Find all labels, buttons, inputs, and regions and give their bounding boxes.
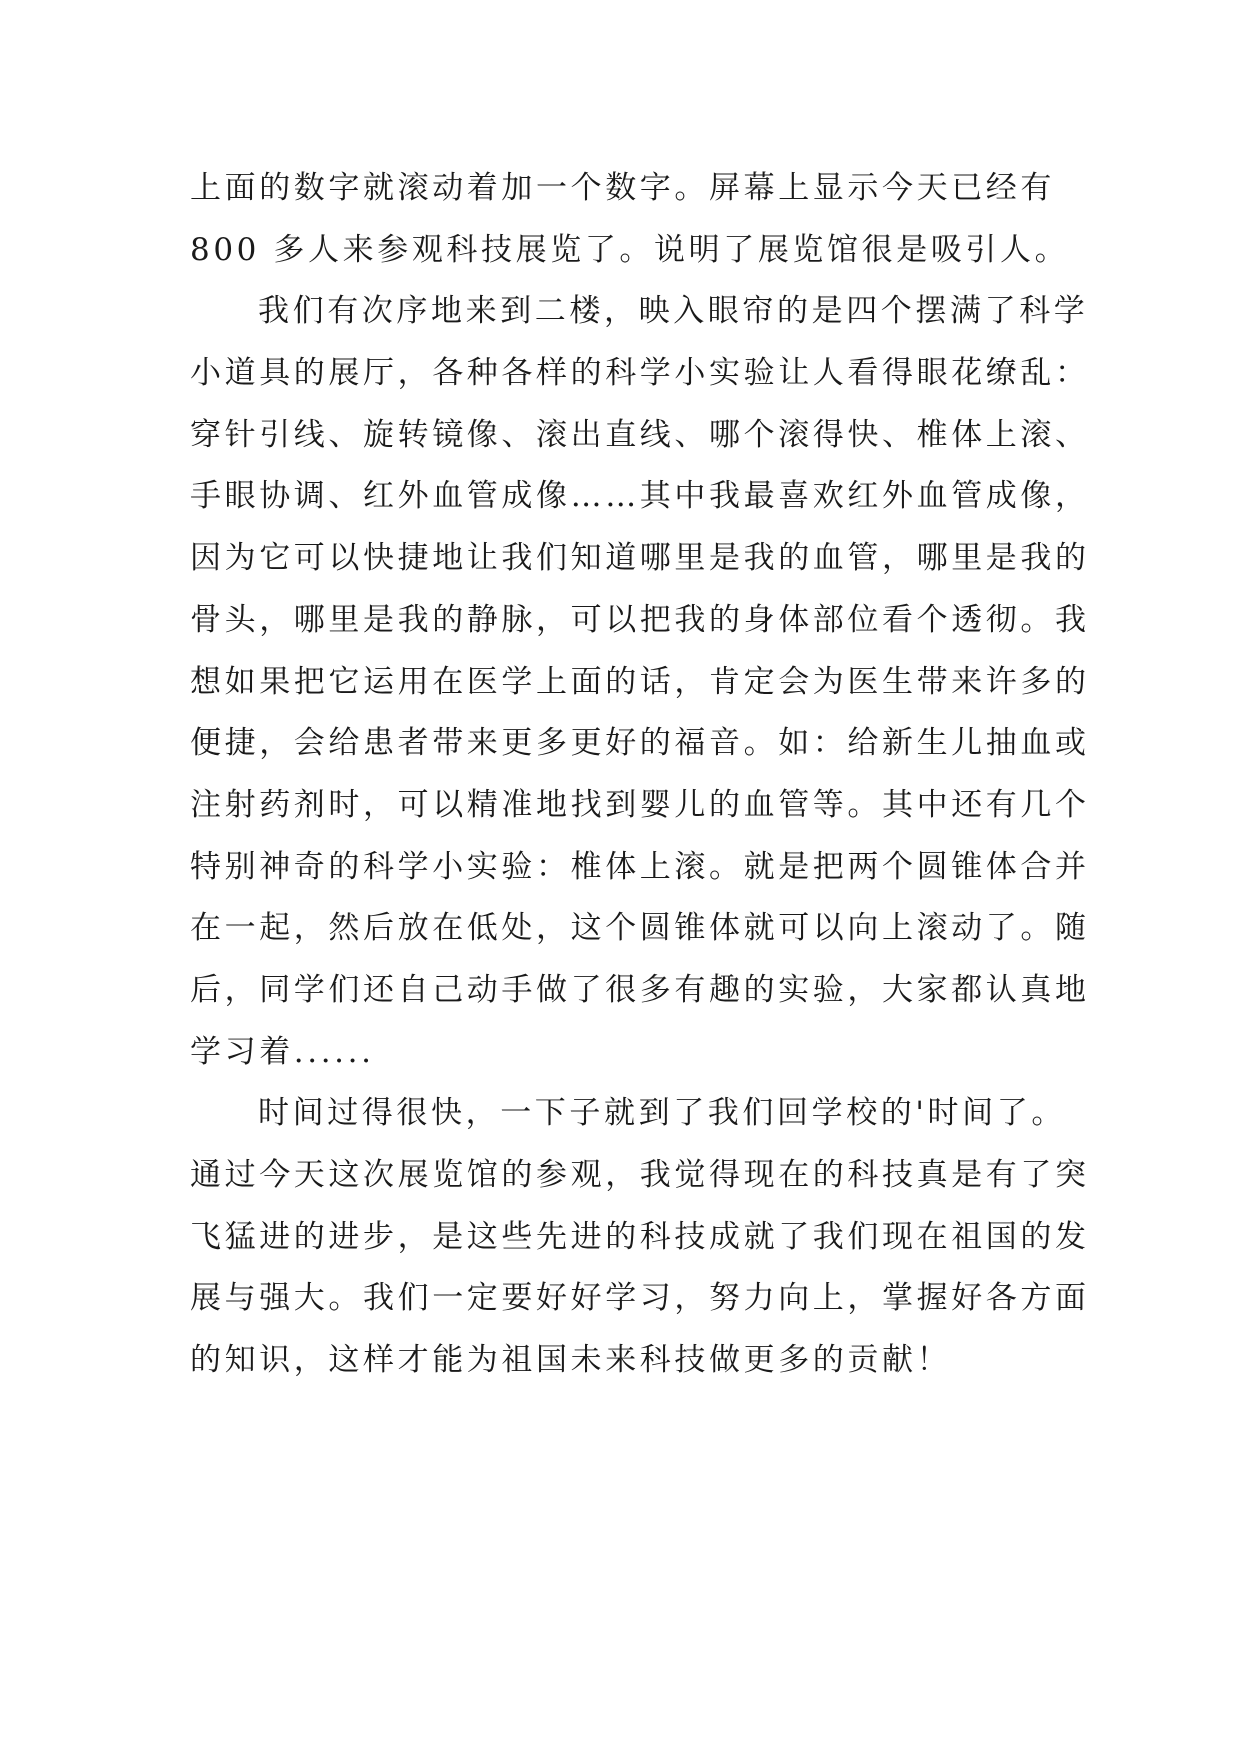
paragraph-first-line: 时间过得很快，一下子就到了我们回学校的'时间了。 — [258, 1095, 1066, 1132]
text-line: 800 多人来参观科技展览了。说明了展览馆很是吸引人。 — [190, 231, 1070, 268]
paragraph-first-line: 我们有次序地来到二楼，映入眼帘的是四个摆满了科学 — [258, 293, 1089, 330]
text-line: 小道具的展厅，各种各样的科学小实验让人看得眼花缭乱： — [190, 355, 1090, 392]
text-line: 的知识，这样才能为祖国未来科技做更多的贡献！ — [190, 1342, 952, 1379]
text-line: 上面的数字就滚动着加一个数字。屏幕上显示今天已经有 — [190, 170, 1055, 206]
text-line: 手眼协调、红外血管成像……其中我最喜欢红外血管成像， — [190, 478, 1090, 515]
text-line: 特别神奇的科学小实验：椎体上滚。就是把两个圆锥体合并 — [190, 848, 1090, 885]
text-line: 穿针引线、旋转镜像、滚出直线、哪个滚得快、椎体上滚、 — [190, 416, 1090, 453]
text-line: 因为它可以快捷地让我们知道哪里是我的血管，哪里是我的 — [190, 540, 1090, 577]
text-line: 后，同学们还自己动手做了很多有趣的实验，大家都认真地 — [190, 971, 1090, 1008]
text-line: 注射药剂时，可以精准地找到婴儿的血管等。其中还有几个 — [190, 786, 1090, 823]
text-line: 便捷，会给患者带来更多更好的福音。如：给新生儿抽血或 — [190, 725, 1090, 762]
text-line: 骨头，哪里是我的静脉，可以把我的身体部位看个透彻。我 — [190, 601, 1090, 638]
text-line: 飞猛进的进步，是这些先进的科技成就了我们现在祖国的发 — [190, 1218, 1090, 1255]
text-line: 通过今天这次展览馆的参观，我觉得现在的科技真是有了突 — [190, 1157, 1090, 1193]
text-line: 学习着...... — [190, 1033, 375, 1070]
document-body — [190, 158, 1090, 1392]
text-line: 展与强大。我们一定要好好学习，努力向上，掌握好各方面 — [190, 1280, 1090, 1317]
text-line: 想如果把它运用在医学上面的话，肯定会为医生带来许多的 — [190, 663, 1090, 700]
text-line: 在一起，然后放在低处，这个圆锥体就可以向上滚动了。随 — [190, 910, 1090, 947]
